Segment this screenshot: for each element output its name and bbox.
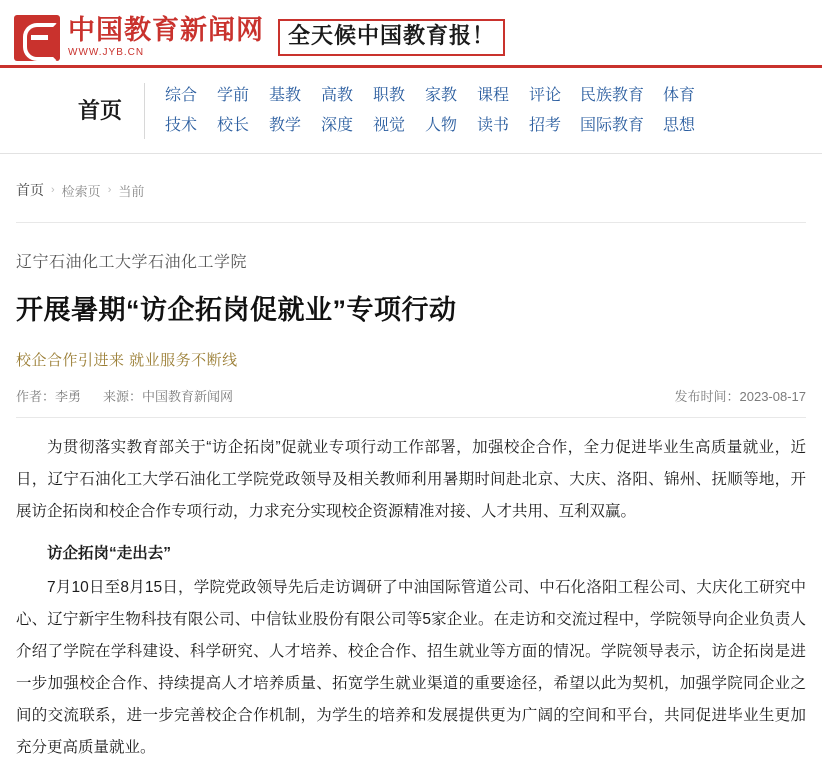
main-nav xyxy=(0,68,822,154)
nav-group-7 xyxy=(519,81,571,141)
nav-group-4 xyxy=(363,81,415,141)
article-paragraph: 为贯彻落实教育部关于“访企拓岗”促就业专项行动工作部署，加强校企合作，全力促进毕业生高质量就业，近日，辽宁石油化工大学石油化工学院党政领导及相关教师利用暑期时间赴北京、大庆、洛阳、锦州、抚顺等地，开展访企拓岗和校企合作专项行动，力求充分实现校企资源精准对接、人才共用、互利双赢。 xyxy=(16,439,806,520)
article-paragraph: 7月10日至8月15日，学院党政领导先后走访调研了中油国际管道公司、中石化洛阳工程公司、大庆化工研究中心、辽宁新宇生物科技有限公司、中信钛业股份有限公司等5家企业。在走访和交流过程中，学院领导向企业负责人介绍了学院在学科建设、科学研究、人才培养、校企合作、招生就业等方面的情况。学院领导表示，访企拓岗是进一步加强校企合作、持续提高人才培养质量、拓宽学生就业渠道的重要途径，希望以此为契机，加强学院同企业之间的交流联系，进一步完善校企合作机制，为学生的培养和发展提供更为广阔的空间和平台，共同促进毕业生更加充分更高质量就业。 xyxy=(16,579,806,756)
nav-item-dushu[interactable]: 读书 xyxy=(477,116,510,134)
breadcrumb-item-current: 当前 xyxy=(118,183,145,199)
article-kicker: 辽宁石油化工大学石油化工学院 xyxy=(16,254,248,271)
c-emblem-icon xyxy=(14,15,60,61)
logo-title: 中国教育新闻网 xyxy=(68,14,264,46)
breadcrumb xyxy=(16,154,806,223)
site-masthead xyxy=(0,0,822,68)
site-slogan: 全天候中国教育报！ xyxy=(288,23,496,50)
logo-url: WWW.JYB.CN xyxy=(68,47,145,59)
nav-item-jijiao[interactable]: 基教 xyxy=(269,86,302,104)
nav-item-zonghe[interactable]: 综合 xyxy=(165,86,198,104)
nav-item-sixiang[interactable]: 思想 xyxy=(663,116,696,134)
logo-text xyxy=(68,14,264,59)
nav-group-0 xyxy=(155,81,207,141)
nav-group-9 xyxy=(653,81,705,141)
article-body xyxy=(16,418,806,764)
nav-item-jishu[interactable]: 技术 xyxy=(165,116,198,134)
site-slogan-box xyxy=(278,19,505,55)
nav-group-5 xyxy=(415,81,467,141)
article-publish-time: 发布时间：2023-08-17 xyxy=(674,389,806,404)
breadcrumb-item-home[interactable]: 首页 xyxy=(16,182,44,198)
nav-group-3 xyxy=(311,81,363,141)
nav-item-zhaokao[interactable]: 招考 xyxy=(529,116,562,134)
breadcrumb-separator-icon: › xyxy=(51,184,55,196)
nav-item-list xyxy=(155,81,705,141)
breadcrumb-item-search[interactable]: 检索页 xyxy=(61,183,101,199)
content-area xyxy=(0,154,822,764)
nav-item-guojijiaoyu[interactable]: 国际教育 xyxy=(580,116,645,134)
nav-item-pinglun[interactable]: 评论 xyxy=(529,86,562,104)
article-author: 作者：李勇 xyxy=(16,389,82,404)
nav-item-shendu[interactable]: 深度 xyxy=(321,116,354,134)
article-source: 来源：中国教育新闻网 xyxy=(103,389,234,404)
page-title: 开展暑期“访企拓岗促就业”专项行动 xyxy=(16,295,457,325)
nav-item-xueqian[interactable]: 学前 xyxy=(217,86,250,104)
nav-item-minzujiaoyu[interactable]: 民族教育 xyxy=(580,86,645,104)
nav-item-tiyu[interactable]: 体育 xyxy=(663,86,696,104)
nav-item-zhijiao[interactable]: 职教 xyxy=(373,86,406,104)
article-subtitle: 校企合作引进来 就业服务不断线 xyxy=(16,352,238,369)
nav-item-xiaozhang[interactable]: 校长 xyxy=(217,116,250,134)
nav-item-jiaoxue[interactable]: 教学 xyxy=(269,116,302,134)
site-logo[interactable] xyxy=(14,15,264,61)
nav-item-jiajiao[interactable]: 家教 xyxy=(425,86,458,104)
article-meta xyxy=(16,370,806,418)
nav-item-home[interactable]: 首页 xyxy=(78,83,145,139)
breadcrumb-separator-icon: › xyxy=(107,184,112,196)
article-section-heading: 访企拓岗“走出去” xyxy=(47,545,172,562)
nav-item-kecheng[interactable]: 课程 xyxy=(477,86,510,104)
meta-left-group xyxy=(16,386,233,405)
nav-group-6 xyxy=(467,81,519,141)
nav-group-2 xyxy=(259,81,311,141)
nav-group-8 xyxy=(571,81,653,141)
nav-group-1 xyxy=(207,81,259,141)
nav-item-renwu[interactable]: 人物 xyxy=(425,116,458,134)
nav-item-shijue[interactable]: 视觉 xyxy=(373,116,406,134)
nav-item-gaojiao[interactable]: 高教 xyxy=(321,86,354,104)
